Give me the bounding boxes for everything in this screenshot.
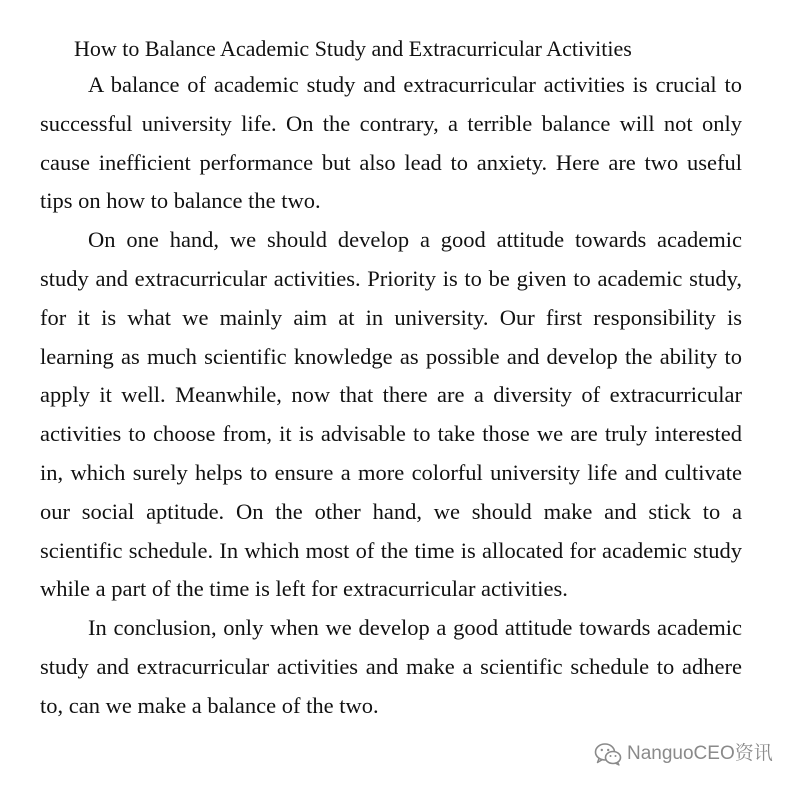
watermark-text: NanguoCEO资讯 bbox=[627, 743, 773, 764]
paragraph-body: On one hand, we should develop a good attitude towards academic study and extracurricular activities. Priority is to be given to academic study, for it is what we mainly aim at in university. Our first responsibility is learning as much scientific knowledge as possible and develop the ability to apply it well. Meanwhile, now that there are a diversity of extracurricular activities to choose from, it is advisable to take those we are truly interested in, which surely helps to ensure a more colorful university life and cultivate our social aptitude. On the other hand, we should make and stick to a scientific schedule. In which most of the time is allocated for academic study while a part of the time is left for extracurricular activities. bbox=[40, 227, 742, 602]
wechat-icon bbox=[594, 742, 622, 766]
document-title: How to Balance Academic Study and Extracurricular Activities bbox=[74, 36, 632, 61]
paragraph-conclusion: In conclusion, only when we develop a good attitude towards academic study and extracurricular activities and make a scientific schedule to adhere to, can we make a balance of the two. bbox=[40, 615, 742, 718]
watermark bbox=[594, 742, 773, 766]
document-body bbox=[40, 32, 742, 726]
paragraph-intro: A balance of academic study and extracurricular activities is crucial to successful university life. On the contrary, a terrible balance will not only cause inefficient performance but also lead to anxiety. Here are two useful tips on how to balance the two. bbox=[40, 72, 742, 214]
